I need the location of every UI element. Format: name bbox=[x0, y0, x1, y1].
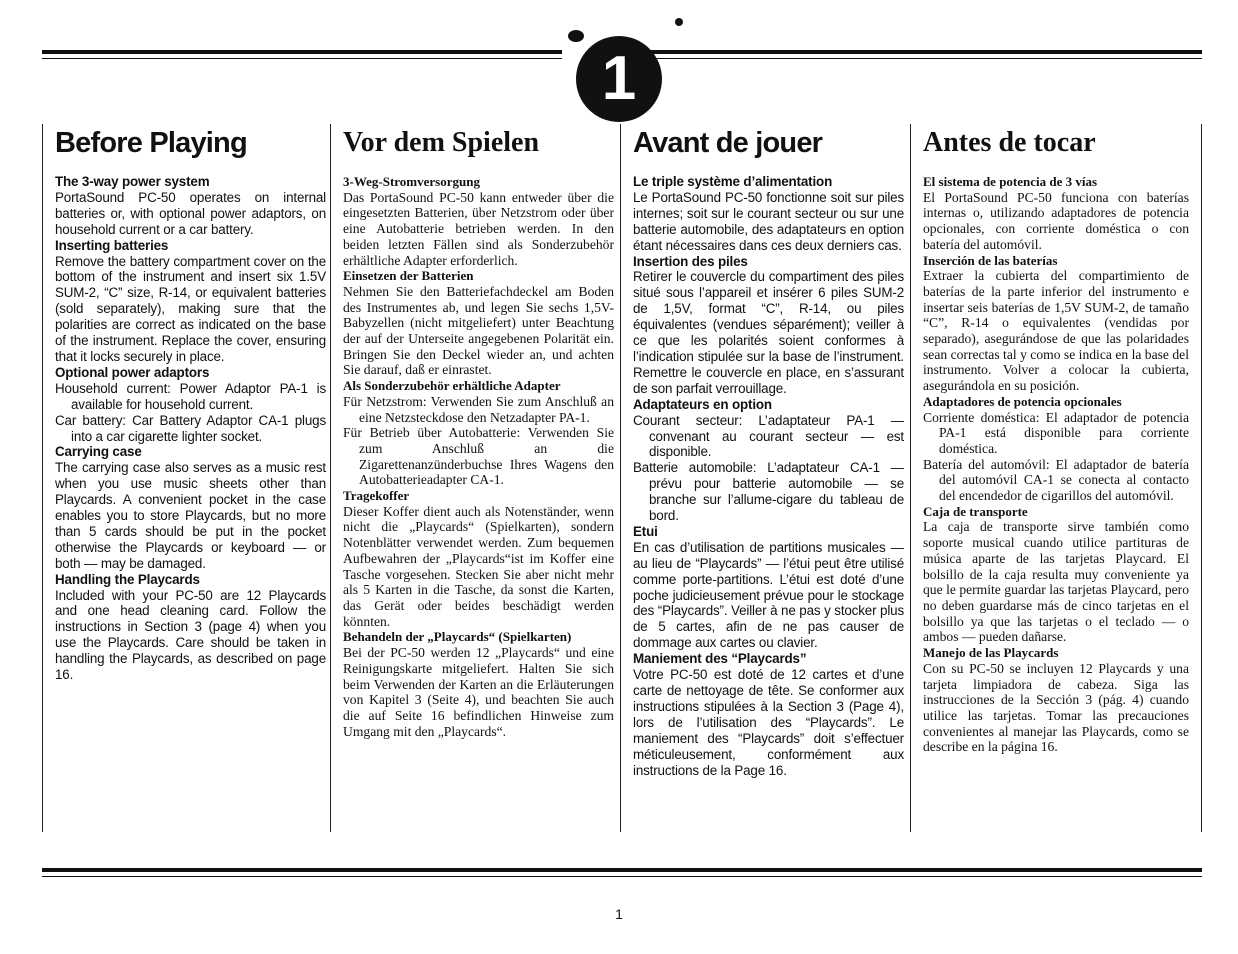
paragraph: PortaSound PC-50 operates on internal batteries or, with optional power adaptors, on household current or a car battery. bbox=[55, 189, 326, 237]
section-heading: 3-Weg-Stromversorgung bbox=[343, 174, 480, 189]
column-french bbox=[620, 124, 904, 832]
bottom-rule bbox=[42, 868, 1202, 872]
section-heading: Le triple système d’alimentation bbox=[633, 174, 833, 189]
top-rule-left bbox=[42, 50, 562, 54]
top-rule-right bbox=[650, 50, 1202, 54]
section-badge bbox=[576, 36, 662, 122]
section-heading: Adaptateurs en option bbox=[633, 396, 772, 412]
paragraph: Included with your PC-50 are 12 Playcards and one head cleaning card. Follow the instructions in Section 3 (page 4) when you use the Playcards. Care should be taken in handling the Playcards, as described on page 16. bbox=[55, 587, 326, 683]
section-heading: Optional power adaptors bbox=[55, 364, 210, 380]
paragraph: La caja de transporte sirve también como soporte musical cuando utilice partituras de música aparte de las tarjetas Playcard. El bolsillo de la caja resulta muy conveniente ya que le permite guardar las tarjetas Playcard, pero no deben guardarse más de cinco tarjetas en el bolsillo ya que las tarjetas o el teclado — o ambos — pueden dañarse. bbox=[923, 519, 1189, 645]
column-spanish bbox=[910, 124, 1202, 832]
column-english bbox=[42, 124, 326, 832]
adaptor-item: Für Netzstrom: Verwenden Sie zum Anschluß an eine Netzsteckdose den Netzadapter PA-1. bbox=[343, 393, 614, 425]
adaptor-item: Car battery: Car Battery Adaptor CA-1 plugs into a car cigarette lighter socket. bbox=[55, 412, 326, 444]
paragraph: Votre PC-50 est doté de 12 cartes et d’une carte de nettoyage de tête. Se conformer aux instructions stipulées à la Section 3 (Page 4), lors de l’utilisation des “Playcards”. Le maniement des “Playcards” doit s’effectuer méticuleusement, conformément aux instructions de la Page 16. bbox=[633, 667, 904, 778]
page-title: Antes de tocar bbox=[923, 127, 1096, 158]
adaptor-item: Batería del automóvil: El adaptador de batería del automóvil CA-1 se conecta al contacto del encendedor de cigarillos del automóvil. bbox=[923, 456, 1189, 504]
section-heading: Handling the Playcards bbox=[55, 571, 200, 587]
page-number: 1 bbox=[615, 906, 623, 922]
adaptor-item: Corriente doméstica: El adaptador de potencia PA-1 está disponible para corriente doméstica. bbox=[923, 409, 1189, 456]
section-heading: Caja de transporte bbox=[923, 503, 1028, 519]
section-heading: Inserting batteries bbox=[55, 237, 169, 253]
paragraph: The carrying case also serves as a music rest when you use music sheets other than Playcards. A convenient pocket in the case enables you to store Playcards, but no more than 5 cards should be put in the pocket otherwise the Playcards or keyboard — or both — may be damaged. bbox=[55, 460, 326, 571]
section-heading: Etui bbox=[633, 523, 658, 539]
badge-dot bbox=[675, 18, 683, 26]
paragraph: El PortaSound PC-50 funciona con baterías internas o, utilizando adaptadores de potencia opcionales, con corriente doméstica o con batería del automóvil. bbox=[923, 189, 1189, 252]
paragraph: Remove the battery compartment cover on the bottom of the instrument and insert six 1.5V SUM-2, “C” size, R-14, or equivalent batteries (sold separately), making sure that the polarities are correct as indicated on the base of the instrument. Replace the cover, ensuring that it locks securely in place. bbox=[55, 253, 326, 364]
paragraph: Extraer la cubierta del compartimiento de baterías de la parte inferior del instrumento e insertar seis baterías de 1,5V SUM-2, de tamaño “C”, R-14 o equivalentes (vendidas por separado), asegurándose de que las polaridades sean correctas tal y como se indica en la base del instrumento. Volver a colocar la cubierta, asegurándola en su posición. bbox=[923, 268, 1189, 394]
section-heading: El sistema de potencia de 3 vías bbox=[923, 174, 1098, 189]
adaptor-item: Household current: Power Adaptor PA-1 is available for household current. bbox=[55, 380, 326, 412]
section-heading: Einsetzen der Batterien bbox=[343, 268, 474, 284]
badge-notch bbox=[568, 30, 584, 42]
page-title: Vor dem Spielen bbox=[343, 127, 540, 158]
section-heading: Als Sonderzubehör erhältliche Adapter bbox=[343, 378, 561, 394]
section-heading: Manejo de las Playcards bbox=[923, 645, 1059, 661]
section-number: 1 bbox=[601, 44, 637, 113]
adaptor-item: Courant secteur: L’adaptateur PA-1 — convenant au courant secteur — est disponible. bbox=[633, 412, 904, 460]
section-heading: Adaptadores de potencia opcionales bbox=[923, 393, 1122, 409]
top-rule-right-thin bbox=[650, 58, 1202, 59]
section-heading: Maniement des “Playcards” bbox=[633, 651, 807, 667]
section-heading: Tragekoffer bbox=[343, 488, 410, 504]
section-heading: The 3-way power system bbox=[55, 174, 210, 189]
section-heading: Inserción de las baterías bbox=[923, 252, 1058, 268]
paragraph: Le PortaSound PC-50 fonctionne soit sur piles internes; soit sur le courant secteur ou sur une batterie automobile, des adaptateurs en option étant nécessaires dans ces deux derniers cas. bbox=[633, 189, 904, 253]
paragraph: Das PortaSound PC-50 kann entweder über die eingesetzten Batterien, über Netzstrom oder über eine Autobatterie betrieben werden. In den beiden letzten Fällen sind als Sonderzubehör erhältliche Adapter erforderlich. bbox=[343, 189, 614, 268]
section-heading: Behandeln der „Playcards“ (Spielkarten) bbox=[343, 629, 572, 645]
paragraph: Retirer le couvercle du compartiment des piles situé sous l’appareil et insérer 6 piles SUM-2 de 1,5V, format “C”, R-14, ou piles équivalentes (vendues séparément); veiller à ce que les polarités soient conformes à l’indication stipulée sur la base de l’instrument. Remettre le couvercle en place, en s’assurant de son parfait verrouillage. bbox=[633, 269, 904, 396]
paragraph: En cas d’utilisation de partitions musicales — au lieu de “Playcards” — l’étui peut être utilisé comme porte-partitions. L’étui est doté d’une poche judicieusement prévue pour le stockage des “Playcards”. Veiller à ne pas y stocker plus de 5 cartes, afin de ne pas causer de dommage aux cartes ou clavier. bbox=[633, 539, 904, 651]
column-german bbox=[330, 124, 614, 832]
bottom-rule-thin bbox=[42, 876, 1202, 877]
paragraph: Nehmen Sie den Batteriefachdeckel am Boden des Instrumentes ab, und legen Sie sechs 1,5V-Babyzellen (nicht mitgeliefert) unter Beachtung der auf der Unterseite angegebenen Polarität ein. Bringen Sie den Deckel wieder an, und achten Sie darauf, daß er einrastet. bbox=[343, 283, 614, 378]
paragraph: Bei der PC-50 werden 12 „Playcards“ und eine Reinigungskarte mitgeliefert. Halten Sie sich beim Verwenden der Karten an die Erläuterungen von Kapitel 3 (Seite 4), und beachten Sie auch die auf Seite 16 befindlichen Hinweise zum Umgang mit den „Playcards“. bbox=[343, 645, 614, 739]
page-title: Before Playing bbox=[55, 127, 247, 159]
section-heading: Carrying case bbox=[55, 444, 142, 460]
adaptor-item: Batterie automobile: L’adaptateur CA-1 — prévu pour batterie automobile — se branche sur l’allume-cigare du tableau de bord. bbox=[633, 460, 904, 524]
adaptor-item: Für Betrieb über Autobatterie: Verwenden Sie zum Anschluß an die Zigarettenanzünderbuchse Ihres Wagens den Autobatterieadapter CA-1. bbox=[343, 425, 614, 488]
paragraph: Con su PC-50 se incluyen 12 Playcards y una tarjeta limpiadora de cabeza. Siga las instrucciones de la Sección 3 (pág. 4) cuando utilice las tarjetas. Tomar las precauciones convenientes al manejar las Playcards, como se describe en la página 16. bbox=[923, 660, 1189, 755]
top-rule-left-thin bbox=[42, 58, 562, 59]
paragraph: Dieser Koffer dient auch als Notenständer, wenn nicht die „Playcards“ (Spielkarten), sondern Notenblätter verwendet werden. Zum bequemen Aufbewahren der „Playcards“ist im Koffer eine Tasche vorgesehen. Stecken Sie aber nicht mehr als 5 Karten in die Tasche, da sonst die Karten, das Gerät oder beides beschädigt werden könnten. bbox=[343, 503, 614, 629]
section-heading: Insertion des piles bbox=[633, 253, 748, 269]
page-title: Avant de jouer bbox=[633, 127, 823, 159]
